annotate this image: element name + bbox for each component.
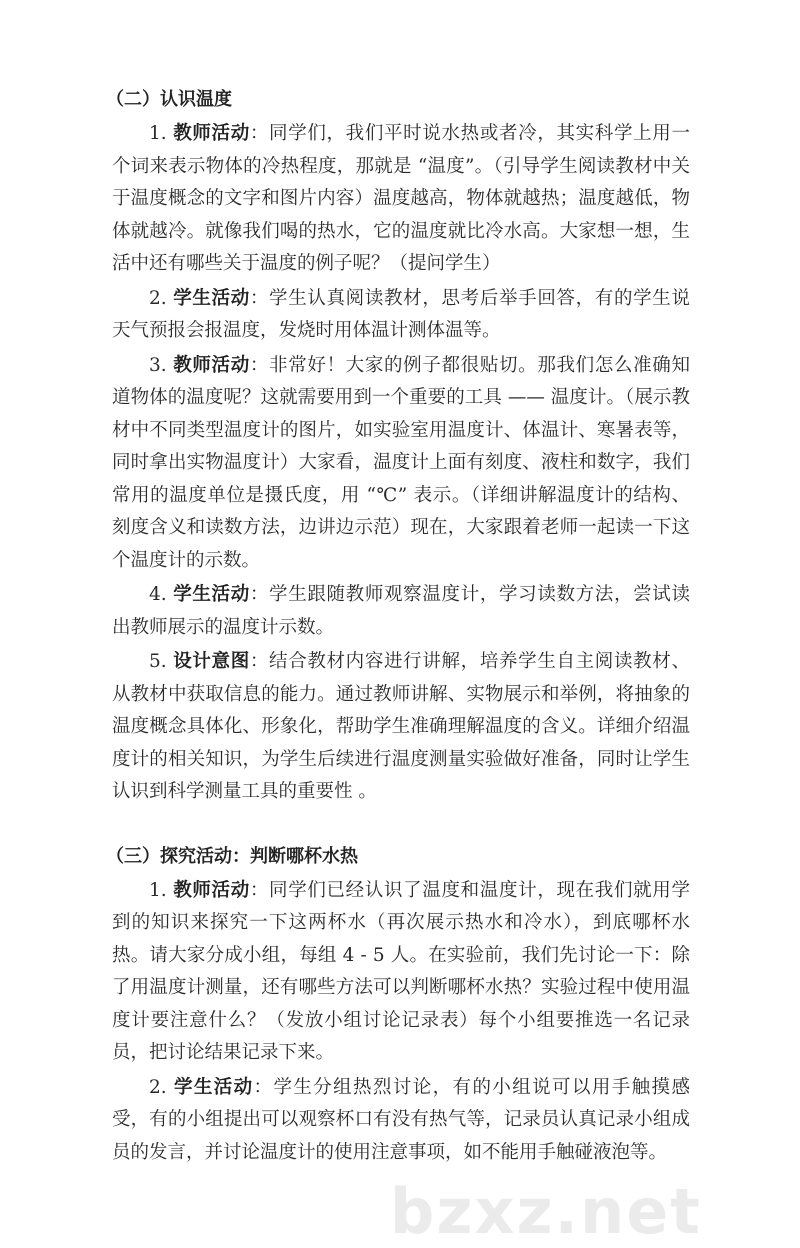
label-separator: ： bbox=[249, 879, 270, 901]
label-separator: ： bbox=[253, 1076, 274, 1098]
label-separator: ： bbox=[249, 287, 270, 309]
item-number: 1. bbox=[149, 123, 167, 144]
label-separator: ： bbox=[249, 651, 270, 672]
paragraph bbox=[112, 646, 690, 809]
paragraph bbox=[112, 283, 690, 348]
section-2-body bbox=[112, 118, 690, 809]
item-label: 学生活动 bbox=[173, 584, 250, 605]
item-text: 学生认真阅读教材，思考后举手回答，有的学生说天气预报会报温度，发烧时用体温计测体温等。 bbox=[112, 287, 690, 341]
section-heading: （二）认识温度 bbox=[106, 89, 232, 110]
item-number: 5. bbox=[149, 651, 167, 672]
item-text: 同学们，我们平时说水热或者冷，其实科学上用一个词来表示物体的冷热程度，那就是 “温度”。（引导学生阅读教材中关于温度概念的文字和图片内容）温度越高，物体就越热；温度越低，物体就越冷。就像我们喝的热水，它的温度就比冷水高。大家想一想，生活中还有哪些关于温度的例子呢？（提问学生） bbox=[112, 123, 690, 274]
watermark: bzxz.net bbox=[390, 1175, 702, 1248]
item-number: 1. bbox=[149, 879, 167, 901]
document-page bbox=[106, 84, 690, 1171]
item-label: 教师活动 bbox=[173, 879, 250, 901]
item-text: 学生分组热烈讨论，有的小组说可以用手触摸感受，有的小组提出可以观察杯口有没有热气等，记录员认真记录小组成员的发言，并讨论温度计的使用注意事项，如不能用手触碰液泡等。 bbox=[112, 1076, 690, 1163]
paragraph bbox=[112, 875, 690, 1070]
item-number: 4. bbox=[149, 584, 167, 605]
label-separator: ： bbox=[249, 123, 270, 144]
item-number: 3. bbox=[149, 354, 167, 376]
item-number: 2. bbox=[149, 1076, 167, 1098]
paragraph bbox=[112, 118, 690, 281]
paragraph bbox=[112, 350, 690, 578]
item-text: 非常好！大家的例子都很贴切。那我们怎么准确知道物体的温度呢？这就需要用到一个重要的工具 —— 温度计。（展示教材中不同类型温度计的图片，如实验室用温度计、体温计、寒暑表等，同时拿出实物温度计）大家看，温度计上面有刻度、液柱和数字，我们常用的温度单位是摄氏度，用 “℃” 表示。（详细讲解温度计的结构、刻度含义和读数方法，边讲边示范）现在，大家跟着老师一起读一下这个温度计的示数。 bbox=[112, 354, 690, 571]
section-3-body bbox=[112, 875, 690, 1170]
item-text: 同学们已经认识了温度和温度计，现在我们就用学到的知识来探究一下这两杯水（再次展示热水和冷水），到底哪杯水热。请大家分成小组，每组 4 - 5 人。在实验前，我们先讨论一下：除了用温度计测量，还有哪些方法可以判断哪杯水热？实验过程中使用温度计要注意什么？（发放小组讨论记录表）每个小组要推选一名记录员，把讨论结果记录下来。 bbox=[112, 879, 690, 1063]
paragraph bbox=[112, 579, 690, 644]
item-text: 结合教材内容进行讲解，培养学生自主阅读教材、从教材中获取信息的能力。通过教师讲解、实物展示和举例，将抽象的温度概念具体化、形象化，帮助学生准确理解温度的含义。详细介绍温度计的相关知识，为学生后续进行温度测量实验做好准备，同时让学生认识到科学测量工具的重要性 。 bbox=[112, 651, 690, 802]
item-label: 教师活动 bbox=[173, 354, 250, 376]
label-separator: ： bbox=[249, 584, 270, 605]
item-label: 学生活动 bbox=[173, 1076, 254, 1098]
section-gap bbox=[112, 811, 690, 841]
paragraph bbox=[112, 1072, 690, 1170]
item-number: 2. bbox=[149, 287, 167, 309]
item-label: 教师活动 bbox=[173, 123, 250, 144]
label-separator: ： bbox=[249, 354, 270, 376]
item-text: 学生跟随教师观察温度计，学习读数方法，尝试读出教师展示的温度计示数。 bbox=[112, 584, 690, 638]
item-label: 学生活动 bbox=[173, 287, 250, 309]
item-label: 设计意图 bbox=[173, 651, 250, 672]
section-heading: （三）探究活动：判断哪杯水热 bbox=[106, 845, 358, 867]
